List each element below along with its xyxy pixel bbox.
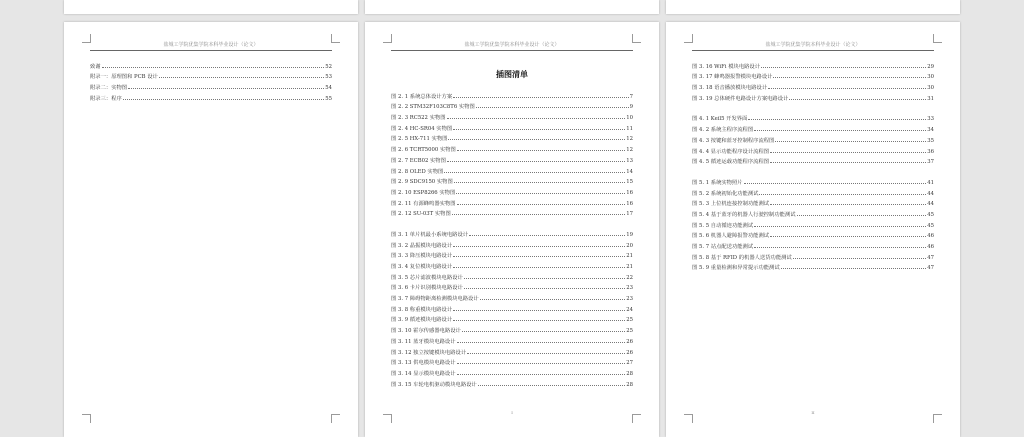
toc-entry-page-number: 44 xyxy=(927,190,934,197)
toc-entry-page-number: 22 xyxy=(626,274,633,281)
toc-entry[interactable] xyxy=(90,80,332,91)
toc-entry[interactable] xyxy=(692,239,934,250)
toc-entry-label: 图 2. 9 SDC9150 实物图 xyxy=(391,179,453,186)
toc-entry-page-number: 10 xyxy=(626,115,633,122)
toc-entry-label: 图 3. 5 芯片滤波模块电路设计 xyxy=(391,274,463,281)
toc-entry-label: 图 3. 18 语音播放模块电路设计 xyxy=(692,85,768,92)
dot-leader xyxy=(457,374,626,375)
dot-leader xyxy=(102,67,325,68)
toc-entry-page-number: 33 xyxy=(927,116,934,123)
toc-entry-label: 图 2. 2 STM32F103C8T6 实物图 xyxy=(391,104,475,111)
dot-leader xyxy=(744,183,927,184)
toc-entry-label: 附录一：原理图和 PCB 设计 xyxy=(90,74,158,81)
toc-entry[interactable] xyxy=(391,185,633,196)
dot-leader xyxy=(467,353,625,354)
margin-mark xyxy=(684,414,693,423)
toc-entry-page-number: 37 xyxy=(927,159,934,166)
toc-entry-page-number: 34 xyxy=(927,127,934,134)
toc-entry-page-number: 53 xyxy=(325,74,332,81)
toc-entry-page-number: 23 xyxy=(626,285,633,292)
dot-leader xyxy=(770,204,926,205)
toc-entry-label: 图 3. 13 供电模块电路设计 xyxy=(391,360,456,367)
toc-entry-page-number: 12 xyxy=(626,136,633,143)
page-number: II xyxy=(811,410,815,415)
toc-entry[interactable] xyxy=(692,250,934,261)
dot-leader xyxy=(754,130,926,131)
dot-leader xyxy=(476,107,629,108)
page-header: 盐城工学院优集学院本科毕业设计（论文） xyxy=(90,41,332,51)
toc-entry[interactable] xyxy=(391,302,633,313)
toc-entry-page-number: 30 xyxy=(927,85,934,92)
toc-entry[interactable] xyxy=(391,207,633,218)
dot-leader xyxy=(469,235,625,236)
toc-entry-label: 图 3. 16 WiFi 模块电路设计 xyxy=(692,63,761,70)
dot-leader xyxy=(770,152,926,153)
dot-leader xyxy=(754,247,926,248)
toc-entry[interactable] xyxy=(692,91,934,102)
toc-entry-page-number: 11 xyxy=(626,125,633,132)
toc-entry-page-number: 29 xyxy=(927,63,934,70)
toc-entry-page-number: 26 xyxy=(626,349,633,356)
toc-entry-label: 图 3. 1 单片机最小系统电路设计 xyxy=(391,231,469,238)
toc-entry[interactable] xyxy=(692,218,934,229)
toc-entry-page-number: 45 xyxy=(927,222,934,229)
dot-leader xyxy=(447,161,625,162)
toc-entry-label: 图 5. 8 基于 RFID 的机器人送货功能测试 xyxy=(692,254,792,261)
toc-entry-label: 图 3. 14 显示模块电路设计 xyxy=(391,370,456,377)
toc-entry-page-number: 55 xyxy=(325,95,332,102)
toc-entry[interactable] xyxy=(391,249,633,260)
dot-leader xyxy=(775,141,926,142)
toc-entry[interactable] xyxy=(692,186,934,197)
margin-mark xyxy=(331,34,340,43)
dot-leader xyxy=(123,99,324,100)
toc-entry-page-number: 26 xyxy=(626,338,633,345)
toc-entry[interactable] xyxy=(391,100,633,111)
toc-entry[interactable] xyxy=(692,155,934,166)
toc-entry-page-number: 45 xyxy=(927,211,934,218)
dot-leader xyxy=(457,363,626,364)
toc-entry[interactable] xyxy=(391,334,633,345)
toc-entry-label: 附录二：实物图 xyxy=(90,85,128,92)
toc-entry-label: 图 2. 4 HC-SR04 实物图 xyxy=(391,125,453,132)
page-header: 盐城工学院优集学院本科毕业设计（论文） xyxy=(391,41,633,51)
figure-list xyxy=(391,89,633,388)
toc-entry-page-number: 47 xyxy=(927,254,934,261)
toc-entry-page-number: 25 xyxy=(626,328,633,335)
toc-entry-page-number: 21 xyxy=(626,253,633,260)
dot-leader xyxy=(453,246,625,247)
toc-entry[interactable] xyxy=(692,112,934,123)
dot-leader xyxy=(770,236,926,237)
toc-entry-label: 致谢 xyxy=(90,63,101,70)
dot-leader xyxy=(480,299,626,300)
dot-leader xyxy=(453,267,625,268)
margin-mark xyxy=(933,414,942,423)
toc-entry[interactable] xyxy=(692,122,934,133)
toc-entry-label: 图 3. 3 降压模块电路设计 xyxy=(391,253,453,260)
previous-page-fragment-center xyxy=(365,0,659,14)
toc-entry-label: 图 5. 2 系统初始化功能测试 xyxy=(692,190,759,197)
toc-entry-label: 图 4. 1 Keil5 开发界面 xyxy=(692,116,748,123)
toc-entry-page-number: 24 xyxy=(626,306,633,313)
toc-entry[interactable] xyxy=(391,345,633,356)
toc-entry[interactable] xyxy=(391,196,633,207)
dot-leader xyxy=(159,77,324,78)
toc-entry-page-number: 47 xyxy=(927,265,934,272)
toc-entry[interactable] xyxy=(391,175,633,186)
toc-entry[interactable] xyxy=(692,59,934,70)
page-number: I xyxy=(511,410,513,415)
page-header: 盐城工学院优集学院本科毕业设计（论文） xyxy=(692,41,934,51)
dot-leader xyxy=(454,182,625,183)
toc-entry[interactable] xyxy=(391,132,633,143)
dot-leader xyxy=(464,288,626,289)
margin-mark xyxy=(383,414,392,423)
dot-leader xyxy=(759,194,926,195)
toc-entry[interactable] xyxy=(90,91,332,102)
toc-entry-label: 图 3. 2 晶振模块电路设计 xyxy=(391,242,453,249)
toc-entry[interactable] xyxy=(692,144,934,155)
margin-mark xyxy=(933,34,942,43)
toc-entry-page-number: 16 xyxy=(626,200,633,207)
dot-leader xyxy=(768,88,926,89)
group-spacer xyxy=(692,102,934,112)
toc-entry-label: 图 3. 9 循迹模块电路设计 xyxy=(391,317,453,324)
toc-entry-label: 图 5. 6 机器人避障报警功能测试 xyxy=(692,233,770,240)
margin-mark xyxy=(632,34,641,43)
toc-entry-page-number: 31 xyxy=(927,95,934,102)
toc-entry-page-number: 15 xyxy=(626,179,633,186)
toc-entry[interactable] xyxy=(692,175,934,186)
toc-entry-page-number: 9 xyxy=(629,104,633,111)
toc-entry[interactable] xyxy=(692,207,934,218)
dot-leader xyxy=(452,214,625,215)
toc-entry[interactable] xyxy=(391,377,633,388)
toc-entry[interactable] xyxy=(692,197,934,208)
dot-leader xyxy=(793,258,927,259)
toc-entry[interactable] xyxy=(391,291,633,302)
toc-entry[interactable] xyxy=(692,229,934,240)
margin-mark xyxy=(82,414,91,423)
toc-entry-page-number: 27 xyxy=(626,360,633,367)
dot-leader xyxy=(761,67,926,68)
toc-entry-label: 图 3. 7 障碍物距离检测模块电路设计 xyxy=(391,296,479,303)
toc-entry-page-number: 20 xyxy=(626,242,633,249)
toc-entry-label: 图 4. 2 系统主程序流程图 xyxy=(692,127,754,134)
toc-entry-label: 图 2. 3 RC522 实物图 xyxy=(391,115,446,122)
toc-entry-page-number: 35 xyxy=(927,137,934,144)
dot-leader xyxy=(748,119,926,120)
dot-leader xyxy=(773,77,926,78)
toc-entry[interactable] xyxy=(391,313,633,324)
toc-entry-label: 图 3. 8 称重模块电路设计 xyxy=(391,306,453,313)
dot-leader xyxy=(462,331,625,332)
dot-leader xyxy=(444,172,625,173)
toc-entry-label: 图 4. 5 循迹运载功能程序流程图 xyxy=(692,159,770,166)
toc-entry[interactable] xyxy=(692,261,934,272)
toc-entry-page-number: 36 xyxy=(927,148,934,155)
dot-leader xyxy=(457,342,626,343)
dot-leader xyxy=(789,99,926,100)
toc-entry-label: 图 2. 8 OLED 实物图 xyxy=(391,168,444,175)
toc-entry[interactable] xyxy=(391,164,633,175)
toc-entry[interactable] xyxy=(692,133,934,144)
dot-leader xyxy=(456,193,625,194)
dot-leader xyxy=(464,278,626,279)
toc-entry-page-number: 13 xyxy=(626,157,633,164)
toc-entry-page-number: 46 xyxy=(927,244,934,250)
dot-leader xyxy=(453,310,625,311)
previous-page-fragment-right xyxy=(666,0,960,14)
toc-entry-label: 图 4. 3 按键和蓝牙控制程序流程图 xyxy=(692,137,775,144)
toc-entry-page-number: 46 xyxy=(927,233,934,240)
toc-entry[interactable] xyxy=(391,270,633,281)
group-spacer xyxy=(391,217,633,227)
margin-mark xyxy=(632,414,641,423)
toc-entry[interactable] xyxy=(391,323,633,334)
toc-entry[interactable] xyxy=(391,281,633,292)
toc-entry-page-number: 28 xyxy=(626,370,633,377)
toc-entry-label: 图 4. 4 显示功能程序设计流程图 xyxy=(692,148,770,155)
toc-entry-label: 图 5. 1 系统实物照片 xyxy=(692,179,743,186)
toc-entry-label: 图 5. 3 上位机连接控制功能测试 xyxy=(692,201,770,208)
toc-entry-page-number: 30 xyxy=(927,74,934,81)
dot-leader xyxy=(478,385,626,386)
dot-leader xyxy=(457,150,625,151)
toc-entry[interactable] xyxy=(391,227,633,238)
toc-entry-page-number: 23 xyxy=(626,296,633,303)
dot-leader xyxy=(770,162,926,163)
toc-entry-page-number: 52 xyxy=(325,63,332,70)
toc-entry-label: 图 2. 12 SU-03T 实物图 xyxy=(391,211,451,218)
toc-entry[interactable] xyxy=(391,356,633,367)
toc-entry-page-number: 7 xyxy=(629,93,633,100)
toc-entry-page-number: 16 xyxy=(626,189,633,196)
toc-entry-label: 图 2. 10 ESP8266 实物图 xyxy=(391,189,456,196)
toc-entry[interactable] xyxy=(692,80,934,91)
group-spacer xyxy=(692,165,934,175)
toc-entry[interactable] xyxy=(692,70,934,81)
toc-entry-label: 图 2. 6 TCRT5000 实物图 xyxy=(391,147,456,154)
toc-entry-label: 图 5. 5 自动循迹功能测试 xyxy=(692,222,754,229)
margin-mark xyxy=(331,414,340,423)
dot-leader xyxy=(448,139,625,140)
toc-entry-page-number: 19 xyxy=(626,231,633,238)
toc-entry[interactable] xyxy=(391,142,633,153)
toc-entry-page-number: 12 xyxy=(626,147,633,154)
document-page-2 xyxy=(365,22,659,437)
toc-entry-page-number: 21 xyxy=(626,264,633,270)
toc-entry-label: 图 3. 11 蓝牙模块电路设计 xyxy=(391,338,456,345)
toc-entry-page-number: 17 xyxy=(626,211,633,218)
dot-leader xyxy=(457,204,626,205)
toc-entry-label: 图 2. 5 HX-711 实物图 xyxy=(391,136,448,143)
toc-entry-page-number: 44 xyxy=(927,201,934,208)
figure-list xyxy=(692,59,934,271)
dot-leader xyxy=(797,215,927,216)
toc-entry[interactable] xyxy=(90,59,332,70)
dot-leader xyxy=(453,97,628,98)
toc-entry-page-number: 28 xyxy=(626,381,633,388)
document-page-1 xyxy=(64,22,358,437)
toc-list xyxy=(90,59,332,102)
toc-entry[interactable] xyxy=(391,259,633,270)
toc-entry-page-number: 41 xyxy=(927,179,934,186)
toc-entry-label: 图 2. 7 ECB02 实物图 xyxy=(391,157,446,164)
toc-entry[interactable] xyxy=(391,89,633,100)
toc-entry-label: 图 2. 1 系统总体设计方案 xyxy=(391,93,453,100)
dot-leader xyxy=(754,226,926,227)
document-page-3 xyxy=(666,22,960,437)
dot-leader xyxy=(781,268,927,269)
toc-entry[interactable] xyxy=(391,121,633,132)
dot-leader xyxy=(447,118,626,119)
toc-entry-label: 附录三：程序 xyxy=(90,95,122,102)
toc-entry-label: 图 2. 11 有源蜂鸣器实物图 xyxy=(391,200,456,207)
toc-entry-label: 图 3. 19 总体硬件电路设计方案电路设计 xyxy=(692,95,789,102)
toc-entry-label: 图 5. 7 站点配送功能测试 xyxy=(692,244,754,250)
toc-entry-label: 图 3. 6 卡片识别模块电路设计 xyxy=(391,285,463,292)
dot-leader xyxy=(453,256,625,257)
toc-entry-label: 图 5. 4 基于蓝牙的机器人行驶控制功能测试 xyxy=(692,211,796,218)
toc-entry[interactable] xyxy=(391,153,633,164)
dot-leader xyxy=(128,88,324,89)
toc-entry[interactable] xyxy=(391,110,633,121)
toc-entry[interactable] xyxy=(391,366,633,377)
dot-leader xyxy=(453,129,625,130)
toc-entry-label: 图 3. 12 独立按键模块电路设计 xyxy=(391,349,467,356)
toc-entry[interactable] xyxy=(90,70,332,81)
list-of-figures-title: 插图清单 xyxy=(496,70,528,79)
toc-entry[interactable] xyxy=(391,238,633,249)
toc-entry-label: 图 3. 4 复位模块电路设计 xyxy=(391,264,453,270)
toc-entry-label: 图 3. 15 车轮电机驱动模块电路设计 xyxy=(391,381,477,388)
toc-entry-label: 图 5. 9 重量检测和异常提示功能测试 xyxy=(692,265,780,272)
dot-leader xyxy=(453,320,625,321)
toc-entry-page-number: 25 xyxy=(626,317,633,324)
toc-entry-page-number: 14 xyxy=(626,168,633,175)
toc-entry-page-number: 54 xyxy=(325,85,332,92)
toc-entry-label: 图 3. 10 霍尔传感器电路设计 xyxy=(391,328,461,335)
toc-entry-label: 图 3. 17 蜂鸣器报警模块电路设计 xyxy=(692,74,773,81)
previous-page-fragment-left xyxy=(64,0,358,14)
